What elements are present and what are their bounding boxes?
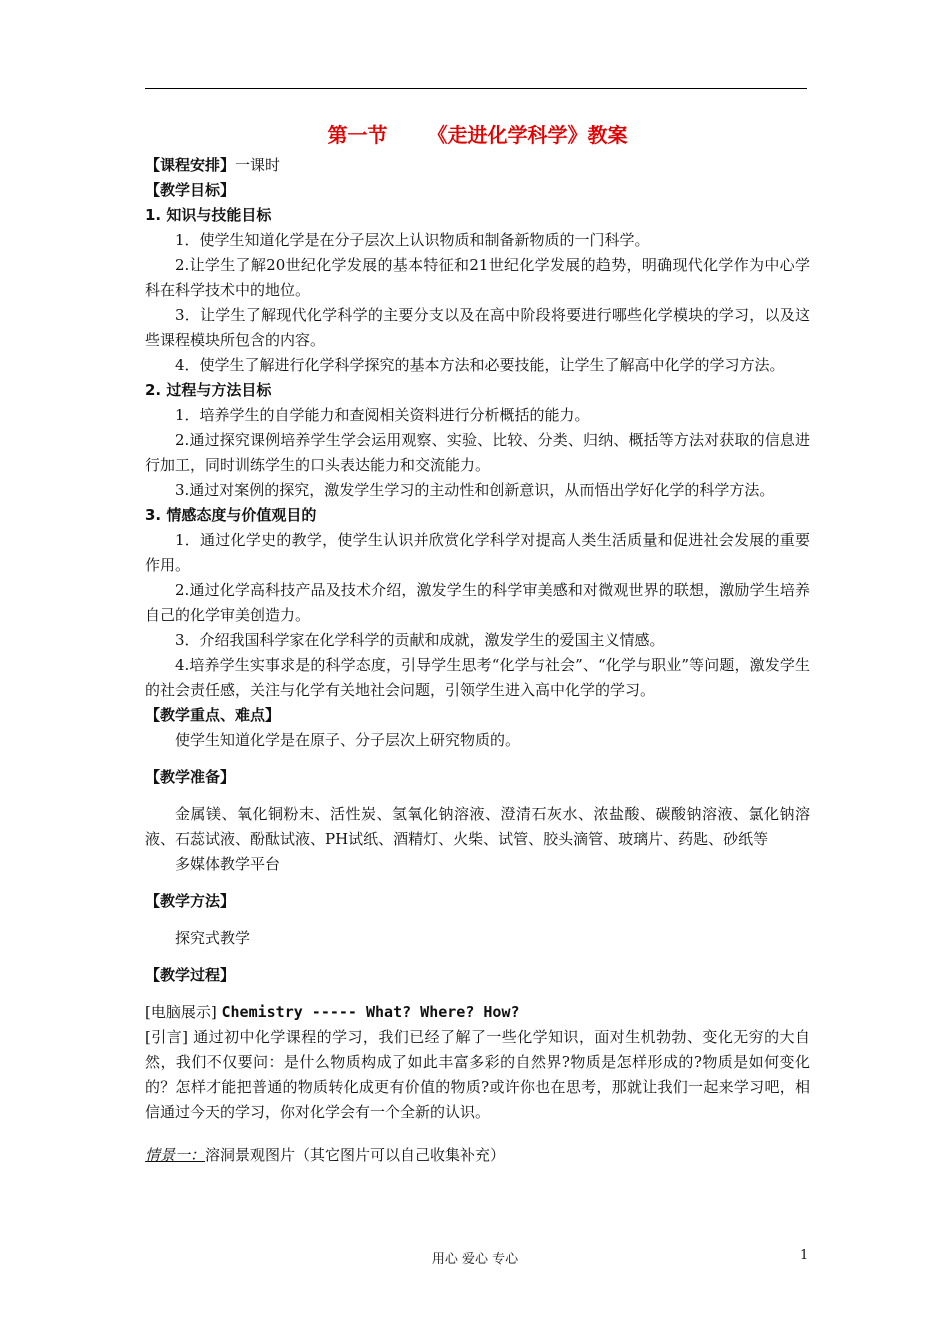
goal-section-3-title: 3. 情感态度与价值观目的 bbox=[145, 506, 317, 524]
schedule-value: 一课时 bbox=[235, 156, 281, 174]
header-rule bbox=[145, 88, 807, 89]
goal-3-item-3: 3．介绍我国科学家在化学科学的贡献和成就，激发学生的爱国主义情感。 bbox=[175, 631, 665, 649]
intro-label: [引言] bbox=[145, 1028, 188, 1046]
prep-materials: 金属镁、氧化铜粉末、活性炭、氢氧化钠溶液、澄清石灰水、浓盐酸、碳酸钠溶液、氯化钠溶液、石蕊试液、酚酞试液、PH试纸、酒精灯、火柴、试管、胶头滴管、玻璃片、药匙、砂纸等 bbox=[145, 805, 810, 848]
focus-heading: 【教学重点、难点】 bbox=[145, 706, 281, 724]
display-text: Chemistry ----- What? Where? How? bbox=[221, 1003, 520, 1021]
goal-1-item-4: 4．使学生了解进行化学科学探究的基本方法和必要技能，让学生了解高中化学的学习方法。 bbox=[175, 356, 785, 374]
scene-text: 溶洞景观图片（其它图片可以自己收集补充） bbox=[205, 1146, 506, 1164]
goal-3-item-4: 4.培养学生实事求是的科学态度，引导学生思考“化学与社会”、“化学与职业”等问题，激发学生的社会责任感，关注与化学有关地社会问题，引领学生进入高中化学的学习。 bbox=[145, 656, 810, 699]
page-title: 第一节 《走进化学科学》教案 bbox=[327, 123, 628, 147]
method-heading: 【教学方法】 bbox=[145, 892, 236, 910]
computer-display bbox=[145, 1000, 810, 1025]
schedule-label: 【课程安排】 bbox=[145, 156, 236, 174]
goal-2-item-2: 2.通过探究课例培养学生学会运用观察、实验、比较、分类、归纳、概括等方法对获取的信息进行加工，同时训练学生的口头表达能力和交流能力。 bbox=[145, 431, 810, 474]
scene-one bbox=[145, 1143, 810, 1168]
goal-section-2-title: 2. 过程与方法目标 bbox=[145, 381, 272, 399]
footer-motto: 用心 爱心 专心 bbox=[431, 1252, 519, 1267]
goal-1-item-1: 1．使学生知道化学是在分子层次上认识物质和制备新物质的一门科学。 bbox=[175, 231, 650, 249]
document-body bbox=[145, 120, 810, 1168]
prep-platform: 多媒体教学平台 bbox=[175, 855, 281, 873]
display-label: [电脑展示] bbox=[145, 1003, 217, 1021]
process-heading: 【教学过程】 bbox=[145, 966, 236, 984]
goal-1-item-2: 2.让学生了解20世纪化学发展的基本特征和21世纪化学发展的趋势，明确现代化学作为中心学科在科学技术中的地位。 bbox=[145, 256, 810, 299]
goal-2-item-1: 1．培养学生的自学能力和查阅相关资料进行分析概括的能力。 bbox=[175, 406, 590, 424]
goal-2-item-3: 3.通过对案例的探究，激发学生学习的主动性和创新意识，从而悟出学好化学的科学方法。 bbox=[175, 481, 775, 499]
prep-heading: 【教学准备】 bbox=[145, 768, 236, 786]
goal-section-1-title: 1. 知识与技能目标 bbox=[145, 206, 272, 224]
focus-text: 使学生知道化学是在原子、分子层次上研究物质的。 bbox=[175, 731, 521, 749]
course-schedule bbox=[145, 153, 810, 178]
page-number: 1 bbox=[800, 1248, 809, 1263]
goal-3-item-1: 1．通过化学史的教学，使学生认识并欣赏化学科学对提高人类生活质量和促进社会发展的重要作用。 bbox=[145, 531, 810, 574]
goals-heading: 【教学目标】 bbox=[145, 181, 236, 199]
goal-1-item-3: 3．让学生了解现代化学科学的主要分支以及在高中阶段将要进行哪些化学模块的学习，以及这些课程模块所包含的内容。 bbox=[145, 306, 810, 349]
method-text: 探究式教学 bbox=[175, 929, 251, 947]
scene-label: 情景一： bbox=[145, 1146, 206, 1164]
intro-paragraph bbox=[145, 1025, 810, 1125]
goal-3-item-2: 2.通过化学高科技产品及技术介绍，激发学生的科学审美感和对微观世界的联想，激励学生培养自己的化学审美创造力。 bbox=[145, 581, 810, 624]
intro-text: 通过初中化学课程的学习，我们已经了解了一些化学知识，面对生机勃勃、变化无穷的大自然，我们不仅要问：是什么物质构成了如此丰富多彩的自然界?物质是怎样形成的?物质是如何变化的？怎样才能把普通的物质转化成更有价值的物质?或许你也在思考，那就让我们一起来学习吧，相信通过今天的学习，你对化学会有一个全新的认识。 bbox=[145, 1028, 810, 1121]
